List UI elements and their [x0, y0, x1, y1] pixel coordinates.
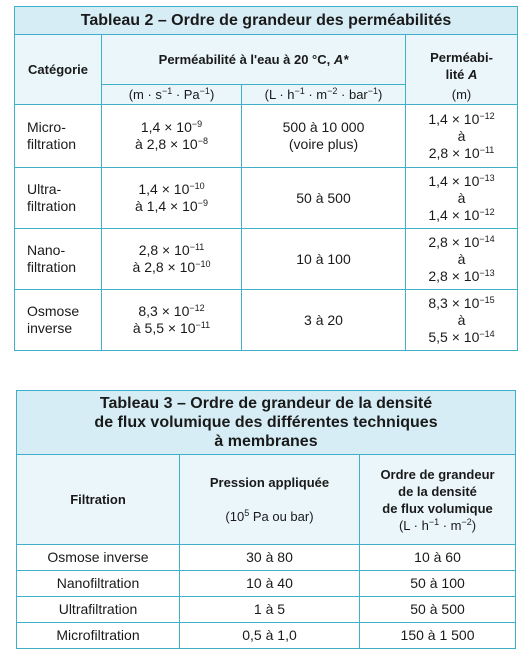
lmh-permeability-cell: 50 à 500	[242, 168, 406, 229]
flux-density-table	[16, 390, 516, 649]
filtration-name-cell: Microfiltration	[17, 623, 180, 649]
permeability-table	[14, 6, 518, 351]
lmh-permeability-cell: 10 à 100	[242, 229, 406, 290]
table3-title: Tableau 3 – Ordre de grandeur de la densité de flux volumique des différentes techniques à membranes	[17, 391, 516, 455]
table-row	[17, 623, 516, 649]
flux-density-header: Ordre de grandeur de la densité de flux volumique $(L \cdot h^{-1} \cdot m^{-2})$	[360, 455, 516, 545]
water-permeability-header: Perméabilité à l'eau à 20 °C, A*	[102, 35, 406, 85]
filtration-name-cell: Nanofiltration	[17, 571, 180, 597]
table-row	[15, 105, 518, 168]
filtration-name-cell: Ultrafiltration	[17, 597, 180, 623]
pressure-cell: 10 à 40	[180, 571, 360, 597]
pressure-cell: 1 à 5	[180, 597, 360, 623]
flux-unit: $(L \cdot h^{-1} \cdot m^{-2})$	[398, 516, 477, 533]
permeability-a-cell: $1,4 \times 10^{-13}$ à $1,4 \times 10^{-12}$	[406, 168, 518, 229]
meter-unit-header: (m)	[406, 85, 518, 105]
lmh-permeability-cell: 500 à 10 000 (voire plus)	[242, 105, 406, 168]
pressure-unit: ($10^5$ Pa ou bar)	[225, 508, 314, 524]
table2-title: Tableau 2 – Ordre de grandeur des perméabilités	[15, 7, 518, 35]
table-row	[17, 571, 516, 597]
category-cell: Nano- filtration	[15, 229, 102, 290]
category-cell: Ultra- filtration	[15, 168, 102, 229]
flux-cell: 150 à 1 500	[360, 623, 516, 649]
filtration-header: Filtration	[17, 455, 180, 545]
lmh-permeability-cell: 3 à 20	[242, 290, 406, 351]
lmh-unit-header: $(L \cdot h^{-1} \cdot m^{-2} \cdot bar^{-1})$	[242, 85, 406, 105]
filtration-name-cell: Osmose inverse	[17, 545, 180, 571]
si-permeability-cell: $1,4 \times 10^{-9}$ à $2,8 \times 10^{-8}$	[102, 105, 242, 168]
pressure-header: Pression appliquée ($10^5$ Pa ou bar)	[180, 455, 360, 545]
table-row	[15, 168, 518, 229]
permeability-a-cell: $1,4 \times 10^{-12}$ à $2,8 \times 10^{-11}$	[406, 105, 518, 168]
permeability-a-header: Perméabi- lité A	[406, 35, 518, 85]
permeability-a-cell: $8,3 \times 10^{-15}$ à $5,5 \times 10^{-14}$	[406, 290, 518, 351]
si-permeability-cell: $8,3 \times 10^{-12}$ à $5,5 \times 10^{-11}$	[102, 290, 242, 351]
permeability-a-cell: $2,8 \times 10^{-14}$ à $2,8 \times 10^{-13}$	[406, 229, 518, 290]
table-row	[15, 229, 518, 290]
si-permeability-cell: $1,4 \times 10^{-10}$ à $1,4 \times 10^{-9}$	[102, 168, 242, 229]
pressure-cell: 30 à 80	[180, 545, 360, 571]
category-header: Catégorie	[15, 35, 102, 105]
flux-cell: 10 à 60	[360, 545, 516, 571]
pressure-cell: 0,5 à 1,0	[180, 623, 360, 649]
si-unit-header: $(m \cdot s^{-1} \cdot Pa^{-1})$	[102, 85, 242, 105]
table-row	[17, 597, 516, 623]
flux-cell: 50 à 100	[360, 571, 516, 597]
table-row	[17, 545, 516, 571]
category-cell: Micro- filtration	[15, 105, 102, 168]
table-row	[15, 290, 518, 351]
category-cell: Osmose inverse	[15, 290, 102, 351]
flux-cell: 50 à 500	[360, 597, 516, 623]
si-permeability-cell: $2,8 \times 10^{-11}$ à $2,8 \times 10^{-10}$	[102, 229, 242, 290]
